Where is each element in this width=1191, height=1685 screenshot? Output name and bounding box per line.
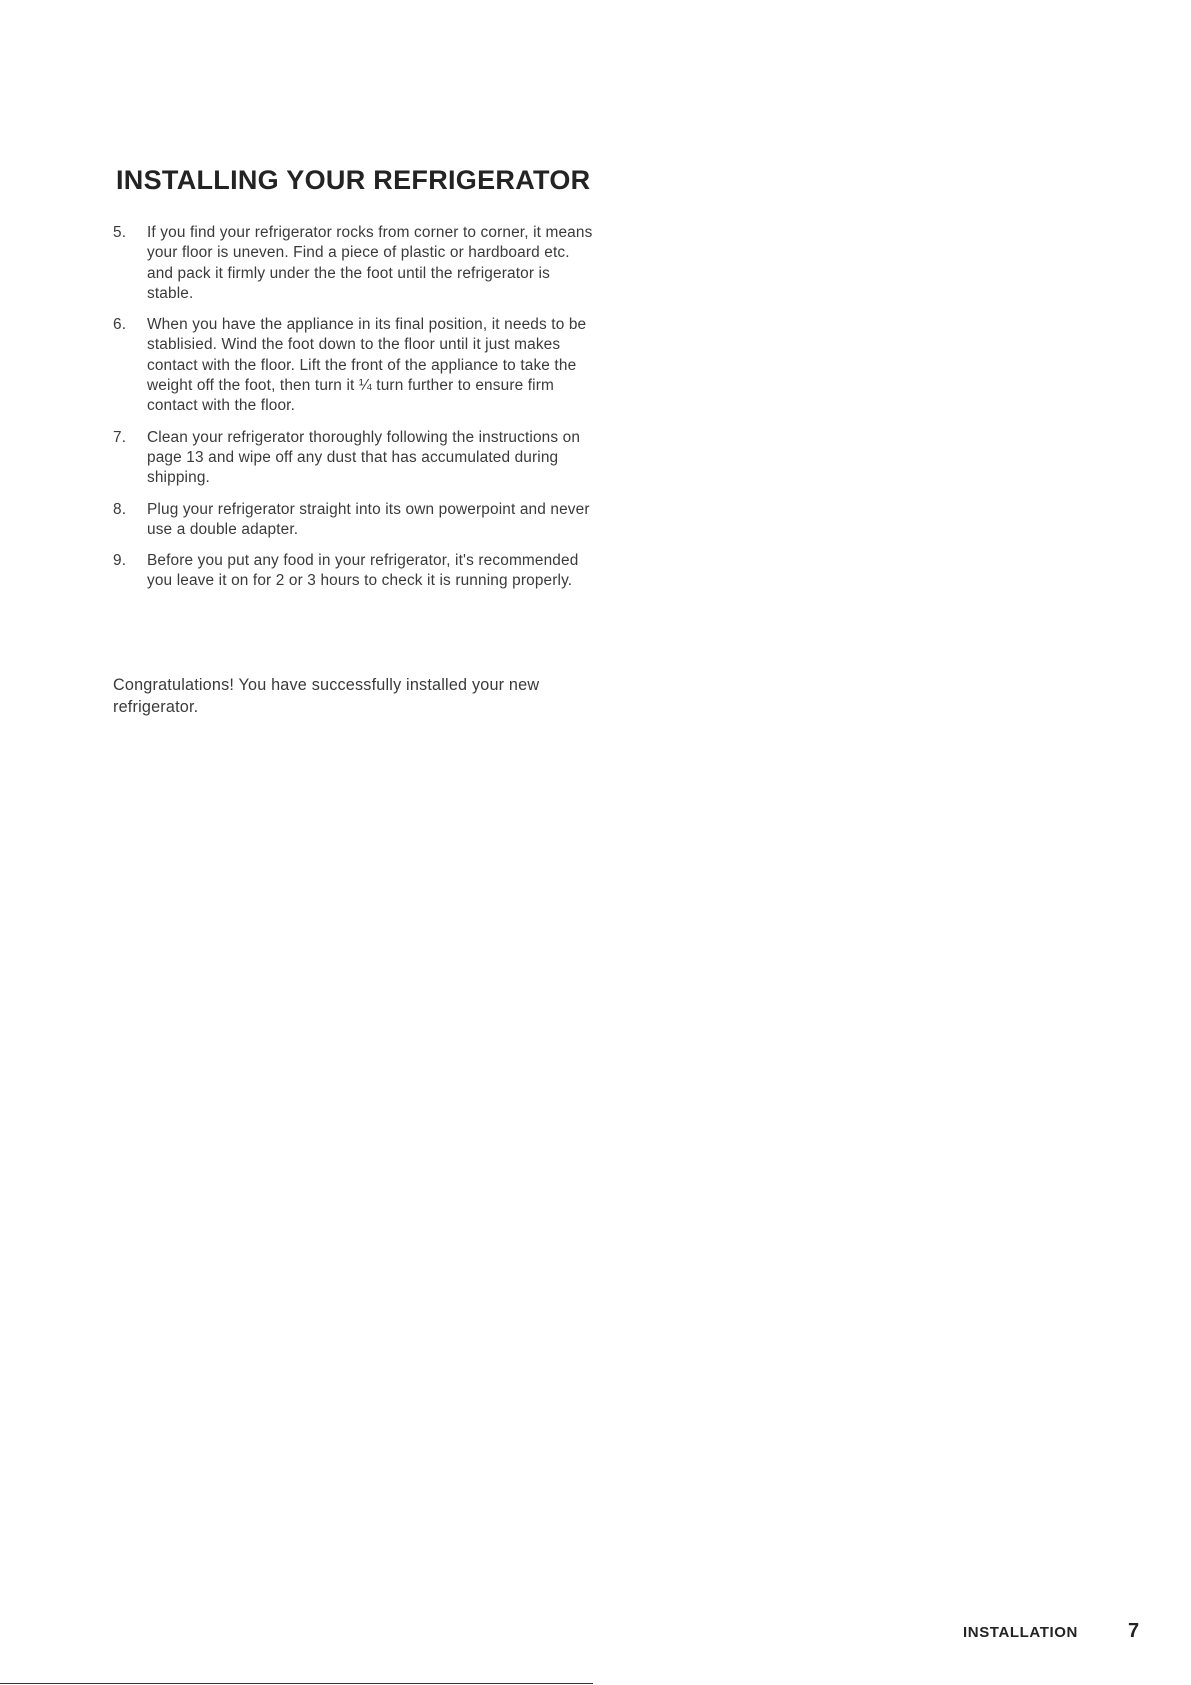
step-7: [113, 428, 593, 489]
step-9: [113, 551, 593, 592]
footer-section-label: INSTALLATION: [963, 1624, 1078, 1641]
step-text: If you find your refrigerator rocks from corner to corner, it means your floor is uneven. Find a piece of plastic or hardboard etc. and pack it firmly under the the foot until the refrigerator is stable.: [147, 224, 593, 302]
step-8: [113, 500, 593, 541]
footer-divider: [0, 1683, 593, 1684]
step-number: 9.: [113, 552, 127, 570]
closing-paragraph: Congratulations! You have successfully installed your new refrigerator.: [113, 676, 540, 716]
step-text: When you have the appliance in its final position, it needs to be stablisied. Wind the foot down to the floor until it just makes contact with the floor. Lift the front of the appliance to take the weight off the foot, then turn it ¼ turn further to ensure firm contact with the floor.: [147, 316, 587, 415]
step-number: 8.: [113, 500, 127, 518]
step-5: [113, 223, 593, 304]
step-number: 5.: [113, 224, 127, 241]
step-number: 6.: [113, 316, 127, 334]
step-text: Clean your refrigerator thoroughly following the instructions on page 13 and wipe off any dust that has accumulated during shipping.: [147, 428, 581, 487]
step-text: Plug your refrigerator straight into its own powerpoint and never use a double adapter.: [147, 500, 590, 538]
step-text: Before you put any food in your refrigerator, it's recommended you leave it on for 2 or 3 hours to check it is running properly.: [147, 552, 579, 590]
page-title: INSTALLING YOUR REFRIGERATOR: [116, 165, 591, 195]
page-number: 7: [1128, 1620, 1140, 1642]
installation-steps-list: [113, 223, 593, 603]
step-number: 7.: [113, 428, 127, 446]
step-6: [113, 315, 593, 416]
